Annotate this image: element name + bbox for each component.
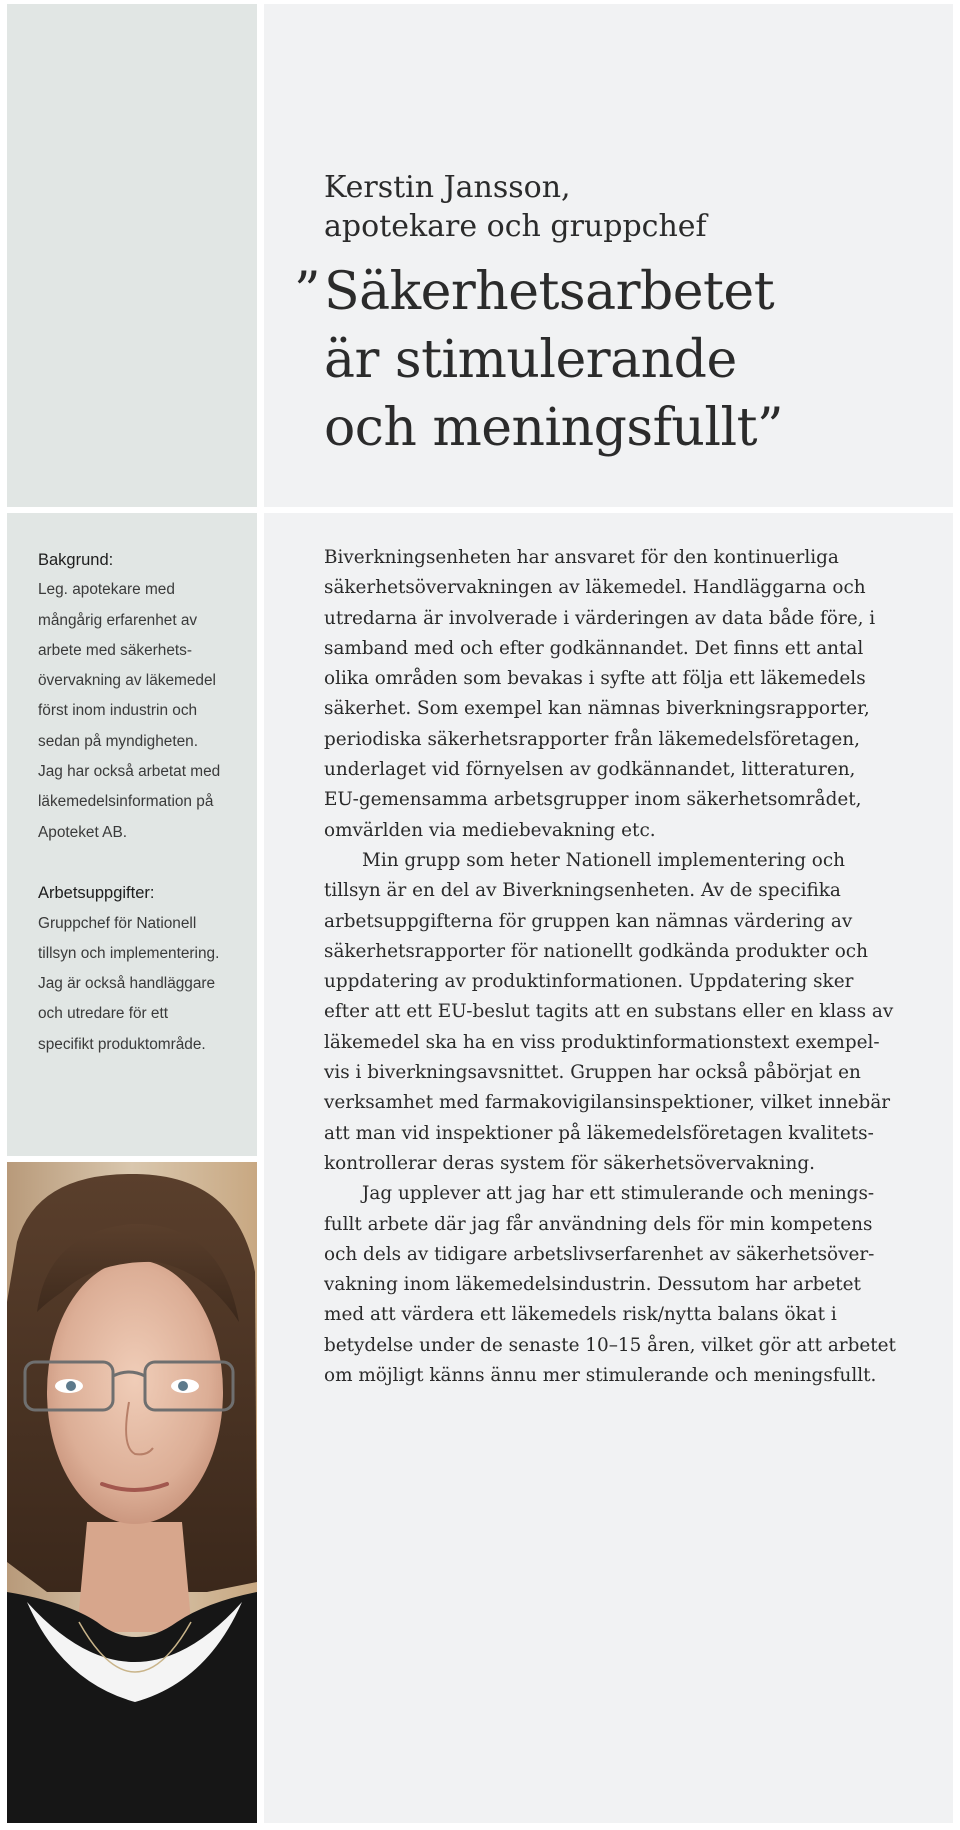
body-line: fullt arbete där jag får användning dels för min kompetens [324,1213,873,1235]
quote-line: Säkerhetsarbetet [324,262,775,322]
body-line: tillsyn är en del av Biverkningsenheten. Av de specifika [324,880,841,902]
body-line: säkerhetsrapporter för nationellt godkända produkter och [324,940,868,962]
opening-quote-mark: ” [294,262,321,322]
background-label: Bakgrund: [38,551,114,569]
paragraph-3 [324,1179,924,1391]
spacer [38,848,253,878]
body-line: verksamhet med farmakovigilansinspektioner, vilket innebär [324,1092,891,1114]
portrait-illustration [7,1162,257,1823]
body-line: Min grupp som heter Nationell implementering och [362,849,846,871]
tasks-label: Arbetsuppgifter: [38,884,155,903]
body-line: och dels av tidigare arbetslivserfarenhet av säkerhetsöver- [324,1243,875,1265]
background-line: Jag har också arbetat med [38,763,221,781]
portrait-photo [7,1162,257,1823]
quote-line: och meningsfullt” [324,398,784,458]
article-heading [294,168,924,462]
tasks-line: Gruppchef för Nationell [38,914,197,932]
body-line: efter att ett EU-beslut tagits att en substans eller en klass av [324,1001,894,1023]
body-line: EU-gemensamma arbetsgrupper inom säkerhetsområdet, [324,789,862,811]
person-role: apotekare och gruppchef [324,209,707,244]
background-line: Apoteket AB. [38,823,127,841]
body-line: periodiska säkerhetsrapporter från läkemedelsföretagen, [324,728,860,750]
background-line: först inom industrin och [38,702,198,720]
tasks-line: Jag är också handläggare [38,975,216,993]
body-line: olika områden som bevakas i syfte att följa ett läkemedels [324,668,866,690]
body-line: betydelse under de senaste 10–15 åren, vilket gör att arbetet [324,1334,896,1356]
body-line: underlaget vid förnyelsen av godkännandet, litteraturen, [324,759,856,781]
tasks-line: och utredare för ett [38,1005,169,1023]
body-line: vakning inom läkemedelsindustrin. Dessutom har arbetet [324,1274,861,1296]
background-line: arbete med säkerhets- [38,641,192,659]
body-line: omvärlden via mediebevakning etc. [324,819,656,841]
body-line: kontrollerar deras system för säkerhetsövervakning. [324,1152,815,1174]
background-line: övervakning av läkemedel [38,672,216,690]
tasks-line: tillsyn och implementering. [38,944,220,962]
article-body [324,543,924,1391]
profile-sidebar [38,545,253,1060]
body-line: Biverkningsenheten har ansvaret för den kontinuerliga [324,547,839,568]
person-name: Kerstin Jansson, [324,170,571,205]
background-line: läkemedelsinformation på [38,793,214,811]
body-line: läkemedel ska ha en viss produktinformationstext exempel- [324,1031,880,1053]
body-line: att man vid inspektioner på läkemedelsföretagen kvalitets- [324,1122,874,1144]
paragraph-1 [324,543,924,846]
body-line: säkerhet. Som exempel kan nämnas biverkningsrapporter, [324,698,870,720]
body-line: uppdatering av produktinformationen. Uppdatering sker [324,971,854,993]
headline-quote [294,258,924,462]
body-line: arbetsuppgifterna för gruppen kan nämnas värdering av [324,910,853,932]
body-line: samband med och efter godkännandet. Det finns ett antal [324,637,864,659]
body-line: utredarna är involverade i värderingen av data både före, i [324,607,876,629]
paragraph-2 [324,846,924,1179]
body-line: om möjligt känns ännu mer stimulerande och meningsfullt. [324,1365,877,1387]
left-top-panel [7,4,257,507]
quote-line: är stimulerande [324,330,737,390]
background-line: sedan på myndigheten. [38,732,199,750]
body-line: med att värdera ett läkemedels risk/nytta balans ökat i [324,1304,837,1326]
body-line: vis i biverkningsavsnittet. Gruppen har också påbörjat en [324,1062,861,1084]
tasks-line: specifikt produktområde. [38,1035,206,1053]
body-line: Jag upplever att jag har ett stimulerande och menings- [362,1183,875,1205]
background-line: Leg. apotekare med [38,581,175,599]
background-line: mångårig erfarenhet av [38,611,198,629]
body-line: säkerhetsövervakningen av läkemedel. Handläggarna och [324,577,866,599]
